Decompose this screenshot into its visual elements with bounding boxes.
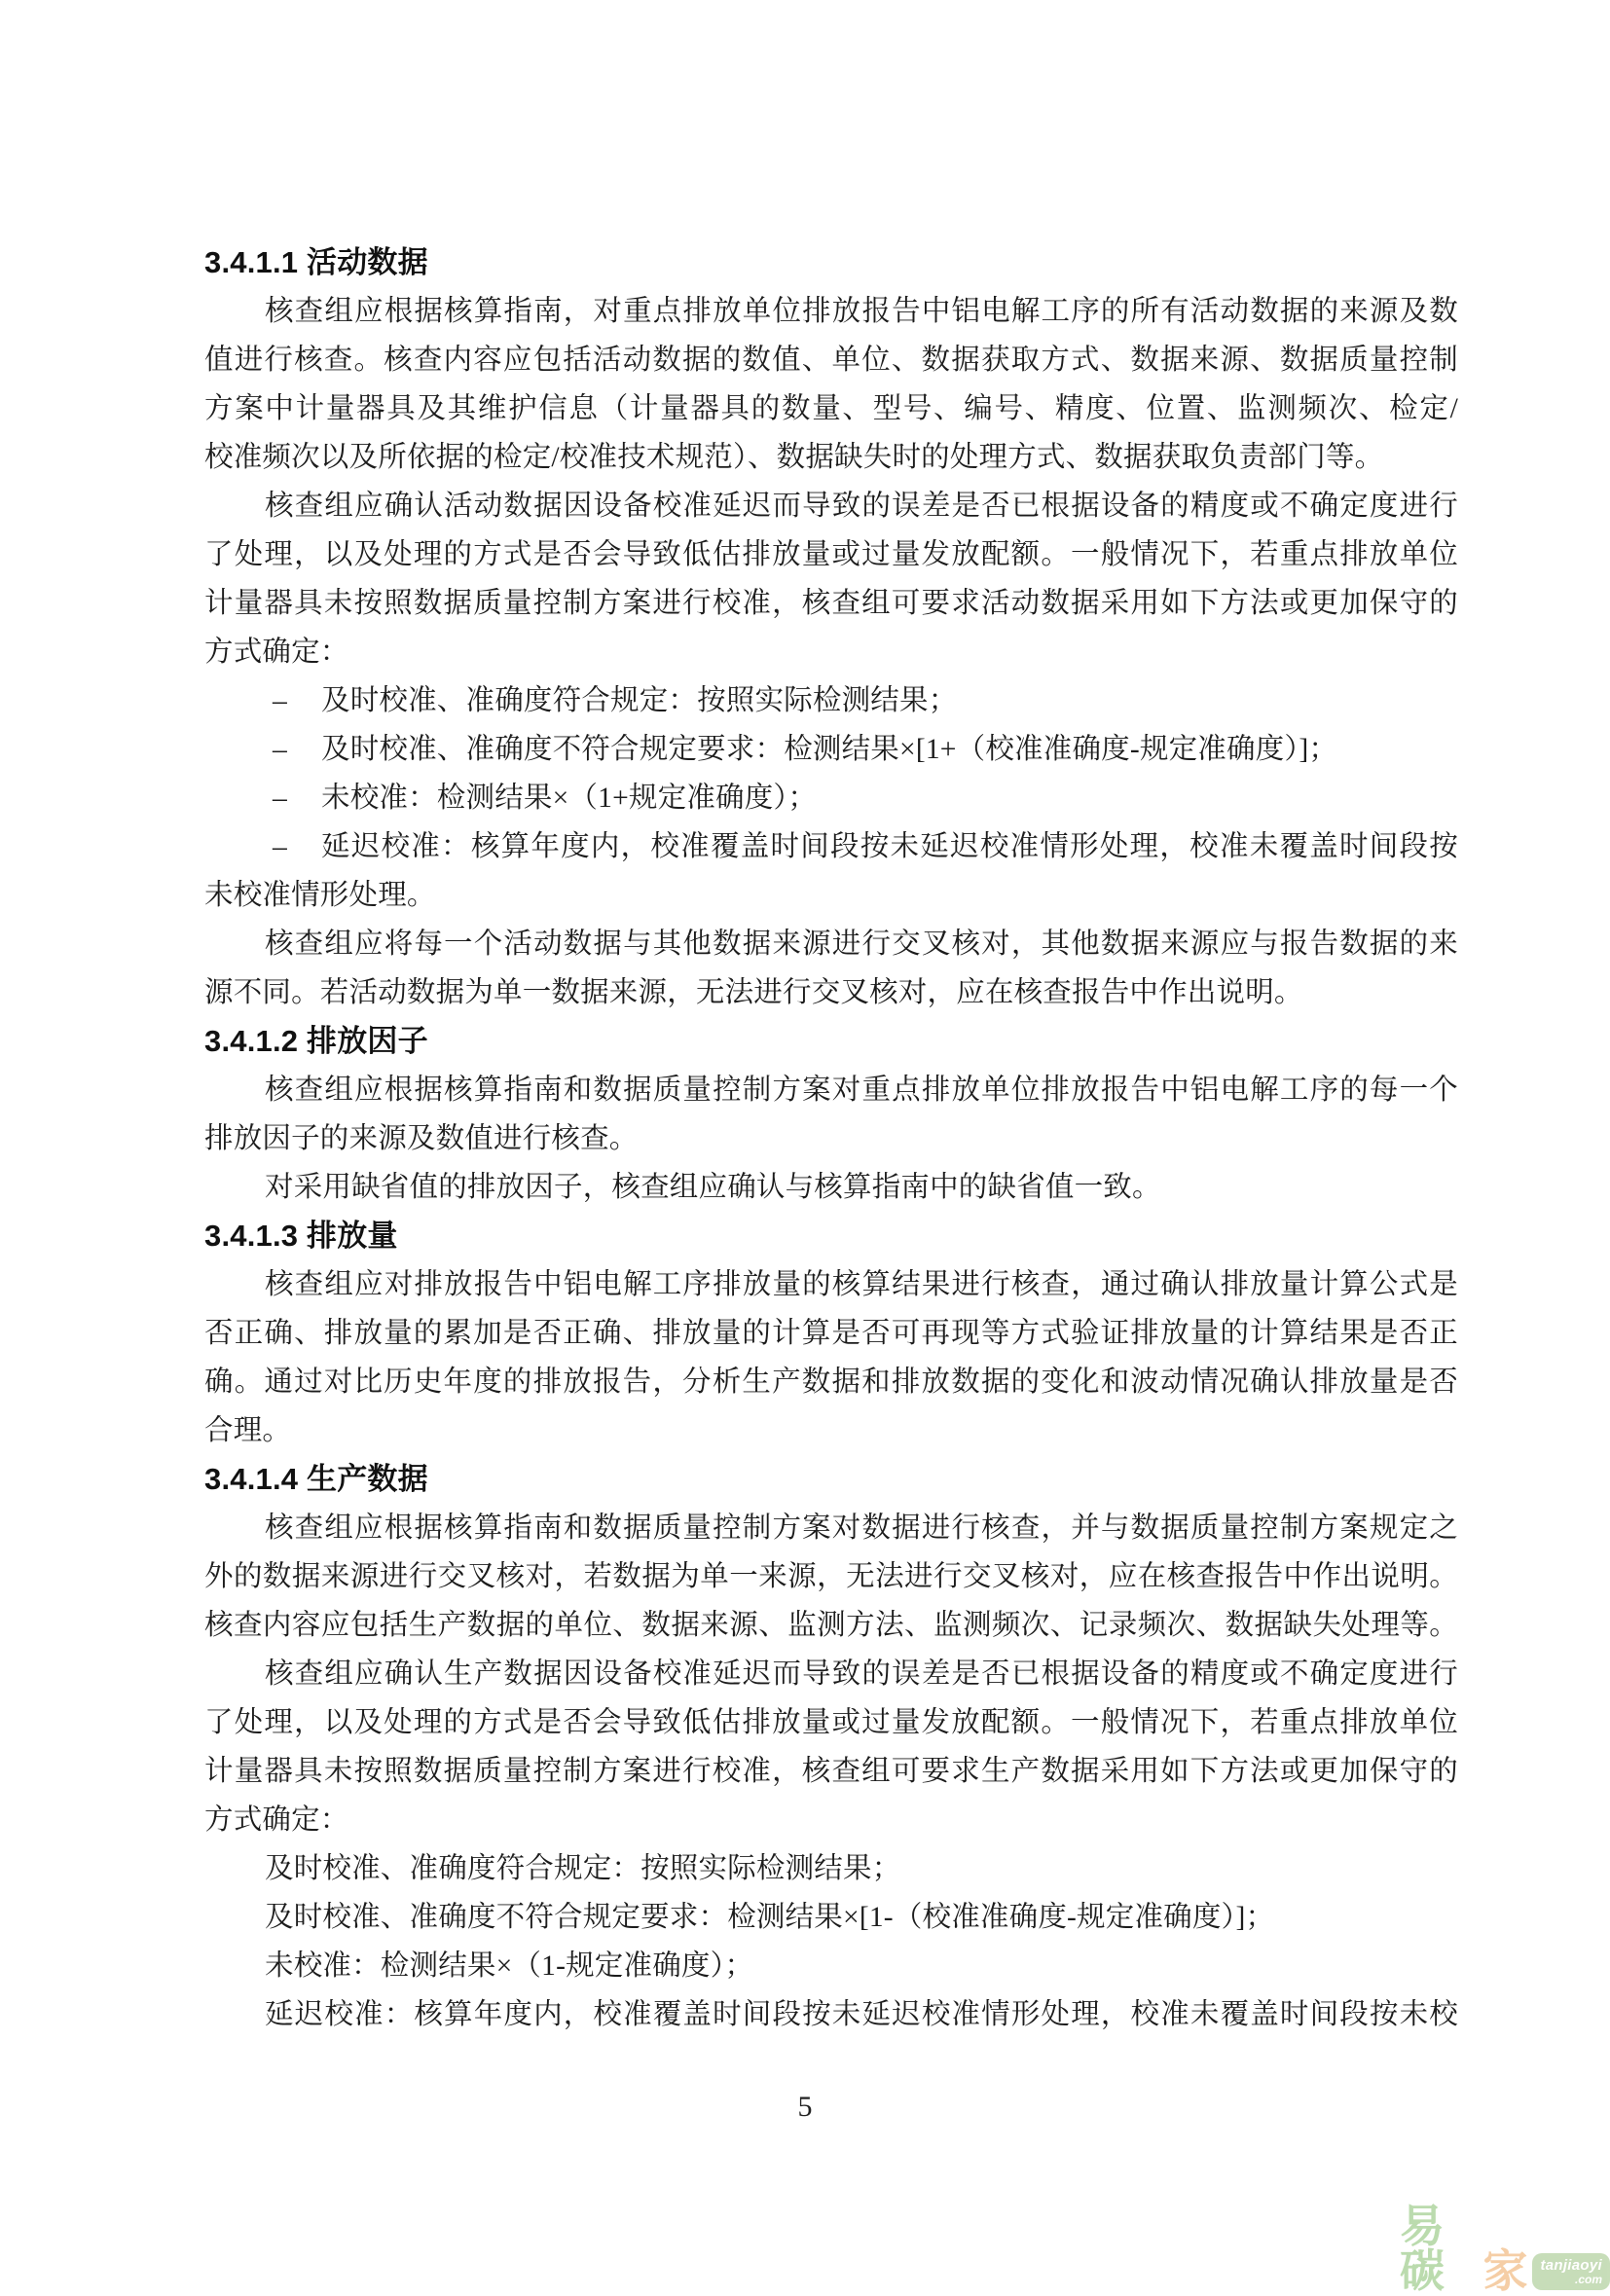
list-item: 及时校准、准确度不符合规定要求：检测结果×[1-（校准准确度-规定准确度）]； [265, 1902, 1275, 1933]
paragraph-line: 计量器具未按照数据质量控制方案进行校准，核查组可要求活动数据采用如下方法或更加保守的 [204, 588, 1458, 619]
paragraph-line: 计量器具未按照数据质量控制方案进行校准，核查组可要求生产数据采用如下方法或更加保守的 [204, 1756, 1458, 1787]
paragraph-line: 核查组应确认活动数据因设备校准延迟而导致的误差是否已根据设备的精度或不确定度进行 [265, 491, 1458, 522]
paragraph-line: 确。通过对比历史年度的排放报告，分析生产数据和排放数据的变化和波动情况确认排放量是否 [204, 1367, 1458, 1398]
list-item: 及时校准、准确度符合规定：按照实际检测结果； [265, 1853, 901, 1884]
watermark-domain-tld: .com [1574, 2273, 1602, 2286]
paragraph-line: 排放因子的来源及数值进行核查。 [204, 1123, 639, 1154]
heading-emission-factor: 3.4.1.2 排放因子 [204, 1024, 428, 1058]
heading-production-data: 3.4.1.4 生产数据 [204, 1462, 428, 1496]
list-dash: – [273, 831, 287, 862]
paragraph-line: 外的数据来源进行交叉核对，若数据为单一来源，无法进行交叉核对，应在核查报告中作出说明。 [204, 1561, 1458, 1592]
paragraph-line: 了处理，以及处理的方式是否会导致低估排放量或过量发放配额。一般情况下，若重点排放单位 [204, 539, 1458, 570]
watermark-brand-green: 易碳 [1400, 2201, 1445, 2296]
watermark-domain-name: tanjiaoyi [1540, 2257, 1602, 2274]
paragraph-line: 值进行核查。核查内容应包括活动数据的数值、单位、数据获取方式、数据来源、数据质量控制 [204, 345, 1458, 376]
paragraph-line: 核查组应对排放报告中铝电解工序排放量的核算结果进行核查，通过确认排放量计算公式是 [265, 1269, 1458, 1300]
list-dash: – [273, 685, 287, 716]
list-item [204, 676, 1458, 725]
paragraph-line: 方式确定： [204, 637, 349, 668]
paragraph-line: 核查组应确认生产数据因设备校准延迟而导致的误差是否已根据设备的精度或不确定度进行 [265, 1658, 1458, 1690]
paragraph-line: 核查组应根据核算指南和数据质量控制方案对重点排放单位排放报告中铝电解工序的每一个 [265, 1075, 1458, 1106]
list-item: 延迟校准：核算年度内，校准覆盖时间段按未延迟校准情形处理，校准未覆盖时间段按未校 [265, 1999, 1458, 2030]
list-item-text: 及时校准、准确度不符合规定要求：检测结果×[1+（校准准确度-规定准确度）]； [321, 734, 1338, 765]
paragraph-line: 方案中计量器具及其维护信息（计量器具的数量、型号、编号、精度、位置、监测频次、检定/ [204, 393, 1458, 424]
list-item [204, 725, 1458, 774]
list-item [204, 822, 1458, 871]
list-item-text: 延迟校准：核算年度内，校准覆盖时间段按未延迟校准情形处理，校准未覆盖时间段按 [321, 831, 1458, 862]
paragraph-line: 对采用缺省值的排放因子，核查组应确认与核算指南中的缺省值一致。 [265, 1172, 1161, 1203]
paragraph-line: 核查内容应包括生产数据的单位、数据来源、监测方法、监测频次、记录频次、数据缺失处理等。 [204, 1610, 1458, 1641]
list-item-continuation: 未校准情形处理。 [204, 880, 436, 911]
paragraph-line: 合理。 [204, 1415, 292, 1446]
heading-emission-amount: 3.4.1.3 排放量 [204, 1219, 398, 1253]
paragraph-line: 了处理，以及处理的方式是否会导致低估排放量或过量发放配额。一般情况下，若重点排放单位 [204, 1707, 1458, 1738]
paragraph-line: 核查组应将每一个活动数据与其他数据来源进行交叉核对，其他数据来源应与报告数据的来 [265, 929, 1458, 960]
paragraph-line: 源不同。若活动数据为单一数据来源，无法进行交叉核对，应在核查报告中作出说明。 [204, 977, 1303, 1008]
page-number: 5 [797, 2091, 813, 2123]
list-dash: – [273, 783, 287, 814]
list-item: 未校准：检测结果×（1-规定准确度）； [265, 1950, 754, 1982]
paragraph-line: 校准频次以及所依据的检定/校准技术规范）、数据缺失时的处理方式、数据获取负责部门等。 [204, 442, 1384, 473]
document-body [204, 238, 1458, 2039]
list-item [204, 774, 1458, 822]
heading-activity-data: 3.4.1.1 活动数据 [204, 245, 428, 279]
list-dash: – [273, 734, 287, 765]
list-item-text: 及时校准、准确度符合规定：按照实际检测结果； [321, 685, 958, 716]
watermark-brand-orange: 家 [1482, 2245, 1528, 2296]
watermark-domain-badge [1532, 2253, 1610, 2290]
paragraph-line: 否正确、排放量的累加是否正确、排放量的计算是否可再现等方式验证排放量的计算结果是否正 [204, 1318, 1458, 1349]
paragraph-line: 方式确定： [204, 1804, 349, 1836]
list-item-text: 未校准：检测结果×（1+规定准确度）； [321, 783, 818, 814]
paragraph-line: 核查组应根据核算指南，对重点排放单位排放报告中铝电解工序的所有活动数据的来源及数 [265, 296, 1458, 327]
watermark-logo [1400, 2201, 1610, 2296]
paragraph-line: 核查组应根据核算指南和数据质量控制方案对数据进行核查，并与数据质量控制方案规定之 [265, 1512, 1458, 1544]
